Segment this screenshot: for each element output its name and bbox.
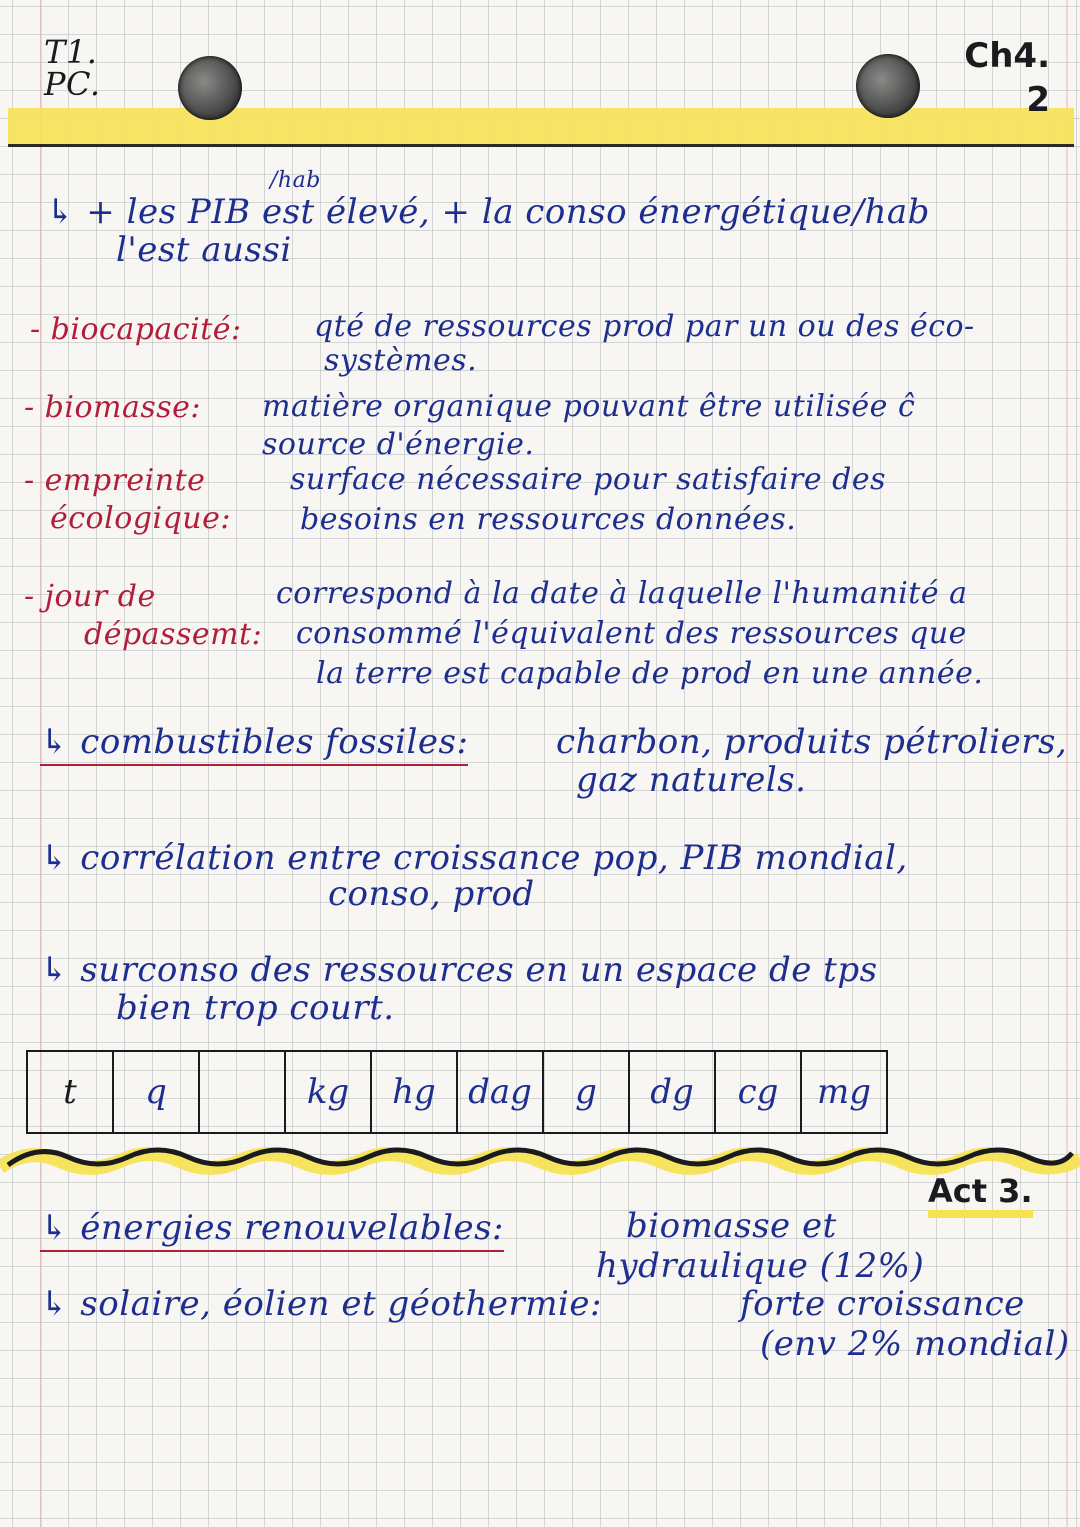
- definition-line: systèmes.: [324, 343, 478, 378]
- unit-cell: t: [27, 1051, 113, 1133]
- renewables-label: [40, 1208, 504, 1248]
- chapter-number: 2: [1026, 80, 1050, 120]
- subject-line: T1.: [44, 33, 98, 71]
- definition-term: [24, 462, 231, 538]
- punch-hole: [178, 56, 242, 120]
- definition-term: - biomasse:: [24, 390, 202, 425]
- pib-superscript: /hab: [270, 168, 321, 193]
- subject-label: [44, 33, 101, 103]
- definition-text: [276, 574, 983, 694]
- unit-cell: kg: [285, 1051, 371, 1133]
- fossiles-text: gaz naturels.: [576, 760, 807, 800]
- definition-line: qté de ressources prod par un ou des éco-: [314, 309, 975, 344]
- solar-label: ↳ solaire, éolien et géothermie:: [40, 1284, 602, 1324]
- renewables-text: biomasse et: [626, 1206, 837, 1246]
- correlation-line: conso, prod: [328, 874, 535, 914]
- definition-line: surface nécessaire pour satisfaire des: [290, 462, 887, 497]
- solar-text: (env 2% mondial): [760, 1324, 1070, 1364]
- activity-label: Act 3.: [928, 1172, 1033, 1218]
- pib-line: ↳ + les PIB est élevé, + la conso énergétique/hab: [46, 192, 930, 232]
- solar-text: forte croissance: [740, 1284, 1025, 1324]
- definition-term: - biocapacité:: [30, 312, 242, 347]
- pib-line-continued: l'est aussi: [116, 230, 292, 270]
- correlation-line: ↳ corrélation entre croissance pop, PIB mondial,: [40, 838, 908, 878]
- unit-cell: [199, 1051, 285, 1133]
- definition-term-line: dépassemt:: [84, 617, 263, 652]
- fossiles-label-text: ↳ combustibles fossiles:: [40, 722, 468, 766]
- surconso-line: ↳ surconso des ressources en un espace de tps: [40, 950, 878, 990]
- fossiles-label: [40, 722, 468, 762]
- unit-cell: cg: [715, 1051, 801, 1133]
- unit-cell: hg: [371, 1051, 457, 1133]
- unit-cell: dag: [457, 1051, 543, 1133]
- definition-line: besoins en ressources données.: [300, 502, 797, 537]
- renewables-text: hydraulique (12%): [596, 1246, 925, 1286]
- unit-cell: dg: [629, 1051, 715, 1133]
- definition-text: [290, 460, 886, 540]
- fossiles-text: charbon, produits pétroliers,: [556, 722, 1068, 762]
- definition-line: matière organique pouvant être utilisée ĉ: [262, 389, 916, 424]
- units-row: [27, 1051, 887, 1133]
- definition-text: [314, 310, 975, 378]
- definition-line: la terre est capable de prod en une année.: [316, 656, 984, 691]
- definition-line: source d'énergie.: [262, 427, 535, 462]
- definition-term-line: - jour de: [24, 579, 156, 614]
- subject-line: PC.: [44, 65, 101, 103]
- definition-text: [262, 388, 915, 464]
- unit-cell: mg: [801, 1051, 887, 1133]
- punch-hole: [856, 54, 920, 118]
- definition-line: consommé l'équivalent des ressources que: [296, 616, 967, 651]
- definition-line: correspond à la date à laquelle l'humanité a: [276, 576, 968, 611]
- renewables-label-text: ↳ énergies renouvelables:: [40, 1208, 504, 1252]
- header-highlight-band: [8, 108, 1074, 147]
- definition-term-line: écologique:: [50, 501, 231, 536]
- units-table: [26, 1050, 888, 1134]
- definition-term-line: - empreinte: [24, 463, 206, 498]
- chapter-title: Ch4.: [964, 36, 1050, 76]
- unit-cell: q: [113, 1051, 199, 1133]
- definition-term: [24, 578, 262, 654]
- wavy-divider: [0, 1125, 1080, 1185]
- margin-line: [1066, 0, 1068, 1527]
- unit-cell: g: [543, 1051, 629, 1133]
- chapter-label: [964, 34, 1050, 122]
- surconso-line: bien trop court.: [116, 988, 395, 1028]
